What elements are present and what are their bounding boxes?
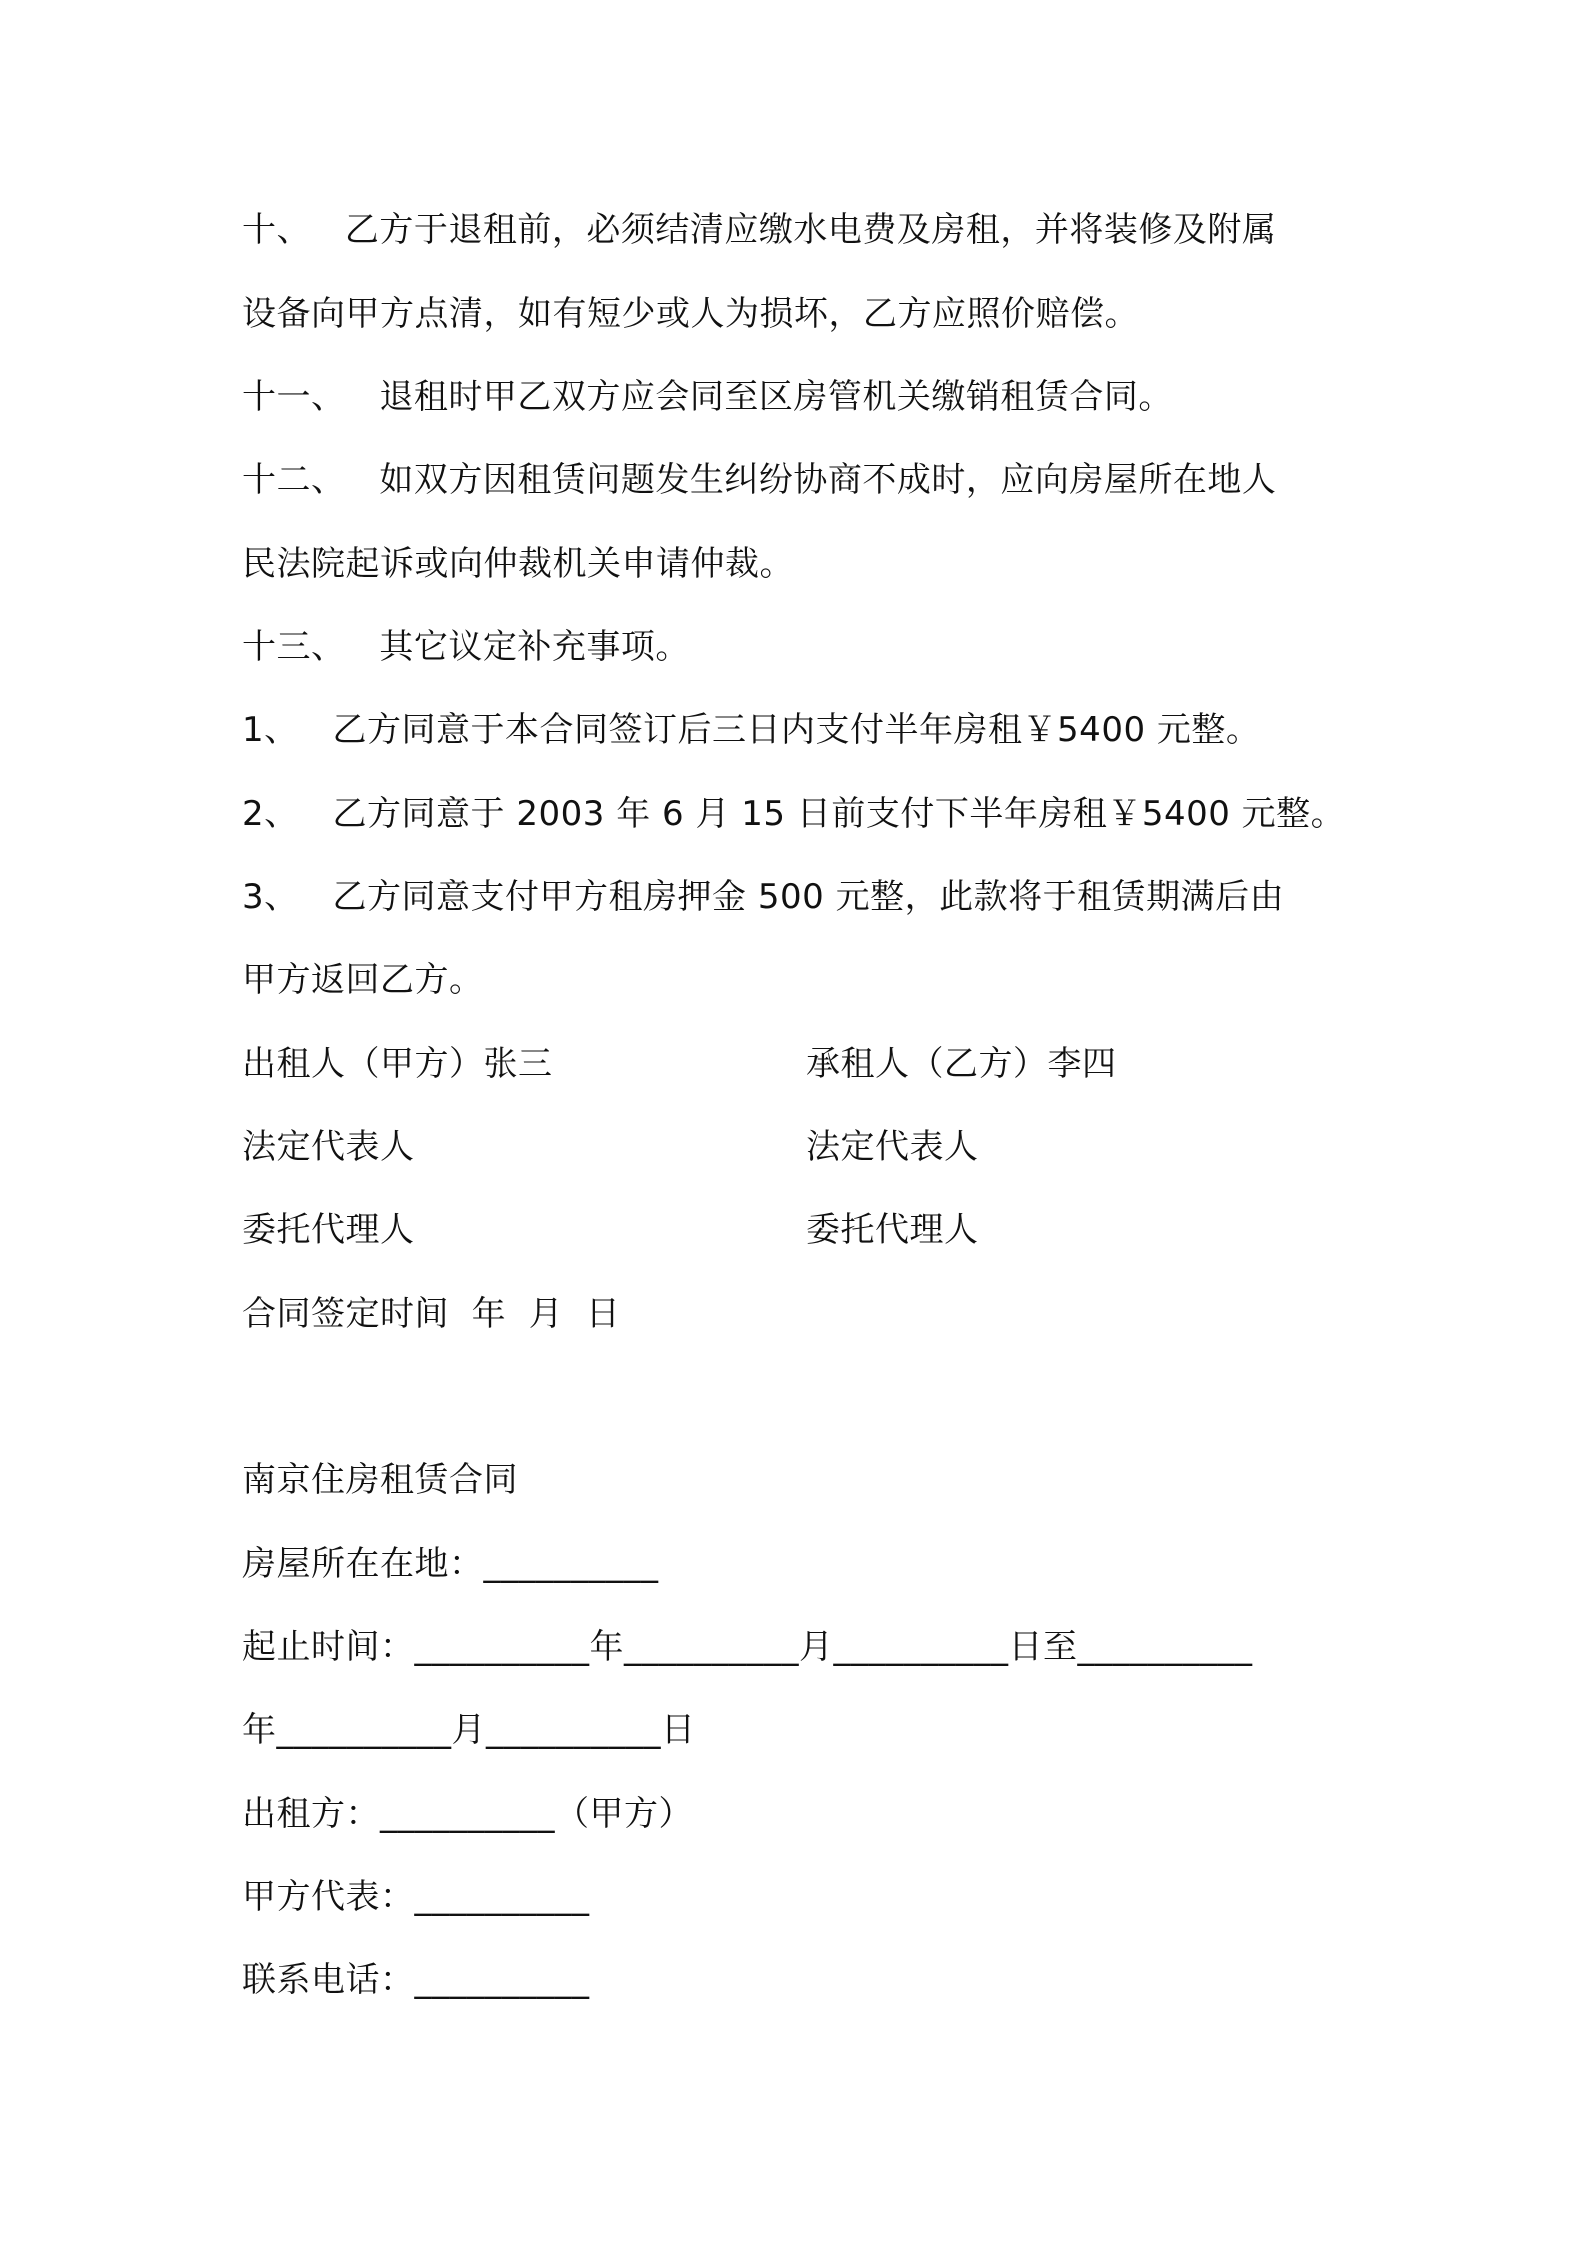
legal-rep-right: 法定代表人 — [806, 1127, 979, 1167]
phone-field: 联系电话：__________ — [242, 1960, 590, 2000]
supplement-1: 1、 乙方同意于本合同签订后三日内支付半年房租￥5400 元整。 — [242, 710, 1261, 750]
clause-11: 十一、 退租时甲乙双方应会同至区房管机关缴销租赁合同。 — [242, 377, 1173, 417]
supplement-3-line-2: 甲方返回乙方。 — [242, 960, 484, 1000]
clause-13: 十三、 其它议定补充事项。 — [242, 627, 690, 667]
supplement-3-line-1: 3、 乙方同意支付甲方租房押金 500 元整，此款将于租赁期满后由 — [242, 877, 1285, 917]
agent-right: 委托代理人 — [806, 1210, 979, 1250]
clause-10-line-1: 十、 乙方于退租前，必须结清应缴水电费及房租，并将装修及附属 — [242, 210, 1277, 250]
location-field: 房屋所在在地：__________ — [242, 1544, 659, 1584]
lessor-rep-field: 甲方代表：__________ — [242, 1877, 590, 1917]
clause-12-line-2: 民法院起诉或向仲裁机关申请仲裁。 — [242, 544, 794, 584]
supplement-2: 2、 乙方同意于 2003 年 6 月 15 日前支付下半年房租￥5400 元整。 — [242, 794, 1346, 834]
second-contract-title: 南京住房租赁合同 — [242, 1460, 518, 1500]
clause-10-line-2: 设备向甲方点清，如有短少或人为损坏，乙方应照价赔偿。 — [242, 294, 1139, 334]
lessor-signature: 出租人（甲方）张三 — [242, 1044, 553, 1084]
agent-left: 委托代理人 — [242, 1210, 415, 1250]
lessee-signature: 承租人（乙方）李四 — [806, 1044, 1117, 1084]
period-field-line-2: 年__________月__________日 — [242, 1710, 696, 1750]
legal-rep-left: 法定代表人 — [242, 1127, 415, 1167]
lessor-field: 出租方：__________（甲方） — [242, 1794, 693, 1834]
period-field-line-1: 起止时间：__________年__________月__________日至__________ — [242, 1627, 1253, 1667]
sign-date: 合同签定时间 年 月 日 — [242, 1294, 621, 1334]
clause-12-line-1: 十二、 如双方因租赁问题发生纠纷协商不成时，应向房屋所在地人 — [242, 460, 1277, 500]
